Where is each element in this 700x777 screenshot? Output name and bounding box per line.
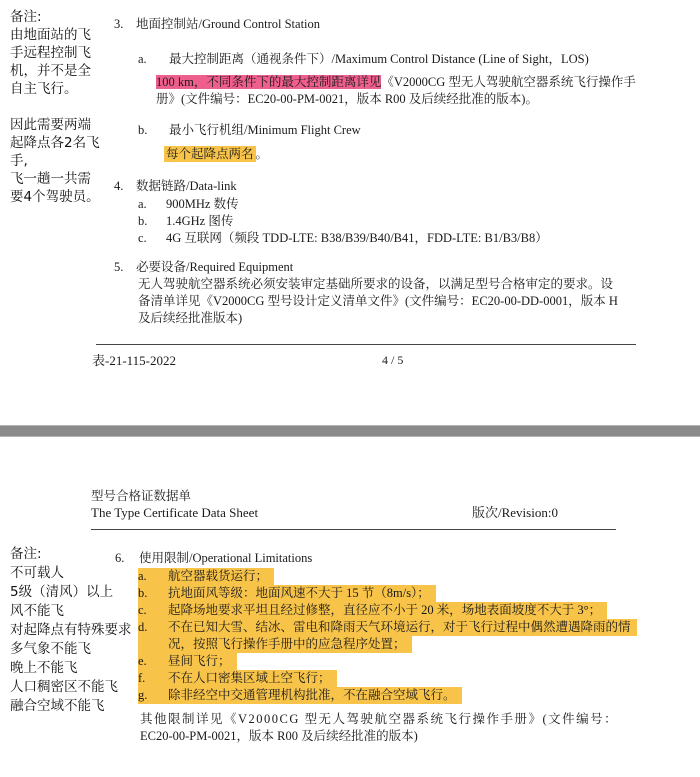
item-3b-heading bbox=[138, 122, 361, 139]
note-line: 要4个驾驶员。 bbox=[10, 189, 100, 205]
datalink-item bbox=[138, 213, 233, 230]
item-text: 起降场地要求平坦且经过修整，直径应不小于 20 米，场地表面坡度不大于 3°； bbox=[168, 603, 602, 617]
item-3b-body bbox=[164, 146, 268, 163]
item-title: 最大控制距离（通视条件下）/Maximum Control Distance (Line of Sight，LOS) bbox=[169, 52, 589, 66]
body-text: 《V2000CG 型无人驾驶航空器系统飞行操作手 bbox=[381, 75, 636, 89]
note-line: 晚上不能飞 bbox=[10, 660, 78, 676]
item-marker: a. bbox=[138, 197, 147, 211]
item-marker: g. bbox=[138, 688, 148, 702]
item-text: 1.4GHz 图传 bbox=[166, 214, 234, 228]
item-marker: a. bbox=[138, 52, 147, 66]
section-number: 3. bbox=[114, 17, 124, 31]
note-line: 备注: bbox=[10, 546, 42, 562]
note-line: 由地面站的飞 bbox=[10, 27, 91, 43]
item-text: 900MHz 数传 bbox=[166, 197, 239, 211]
limitation-item-b bbox=[138, 585, 436, 602]
note-line: 对起降点有特殊要求 bbox=[10, 622, 132, 638]
limitation-item-g bbox=[138, 687, 462, 704]
note-spacer bbox=[10, 98, 110, 116]
page-number: 4 / 5 bbox=[382, 353, 404, 367]
header-title-cn: 型号合格证数据单 bbox=[91, 489, 192, 503]
note-line: 融合空域不能飞 bbox=[10, 698, 105, 714]
section-number: 5. bbox=[114, 260, 124, 274]
other-limitations bbox=[140, 711, 618, 745]
note-line: 手远程控制飞 bbox=[10, 45, 91, 61]
item-title: 最小飞行机组/Minimum Flight Crew bbox=[169, 123, 361, 137]
header-revision: 版次/Revision:0 bbox=[472, 505, 558, 520]
body-line: 无人驾驶航空器系统必须安装审定基础所要求的设备，以满足型号合格审定的要求。设 bbox=[138, 277, 614, 291]
header-title-en: The Type Certificate Data Sheet bbox=[91, 505, 259, 520]
note-line: 人口稠密区不能飞 bbox=[10, 679, 118, 695]
item-3a-heading bbox=[138, 51, 589, 68]
limitation-item-f bbox=[138, 670, 337, 687]
body-line: EC20-00-PM-0021，版本 R00 及后续经批准的版本) bbox=[140, 729, 418, 743]
item-text: 昼间飞行； bbox=[168, 654, 231, 668]
note-line: 机，并不是全 bbox=[10, 63, 91, 79]
limitation-item-e bbox=[138, 653, 237, 670]
item-marker: b. bbox=[138, 586, 148, 600]
limitation-item-d bbox=[138, 619, 637, 636]
section-number: 6. bbox=[115, 551, 125, 565]
item-3a-body-line1 bbox=[156, 74, 636, 91]
section-title: 地面控制站/Ground Control Station bbox=[136, 17, 321, 31]
note-line: 多气象不能飞 bbox=[10, 641, 91, 657]
body-text: 册》(文件编号：EC20-00-PM-0021，版本 R00 及后续经批准的版本)。 bbox=[156, 92, 538, 106]
item-marker: a. bbox=[138, 569, 147, 583]
item-marker: c. bbox=[138, 231, 147, 245]
body-text: 。 bbox=[255, 147, 269, 161]
item-text: 抗地面风等级：地面风速不大于 15 节（8m/s）； bbox=[168, 586, 430, 600]
limitation-item-c bbox=[138, 602, 607, 619]
form-number: 表-21-115-2022 bbox=[92, 353, 177, 368]
note-line: 不可载人 bbox=[10, 565, 64, 581]
limitation-item-a bbox=[138, 568, 274, 585]
section-number: 4. bbox=[114, 179, 124, 193]
section-6-heading bbox=[115, 550, 312, 567]
header-rule bbox=[91, 529, 616, 530]
page-separator bbox=[0, 425, 700, 437]
item-text: 4G 互联网（频段 TDD-LTE: B38/B39/B40/B41，FDD-LTE: B1/B3/B8） bbox=[166, 231, 548, 245]
note-line: 飞一趟一共需 bbox=[10, 171, 91, 187]
item-marker: b. bbox=[138, 214, 148, 228]
datalink-item bbox=[138, 196, 239, 213]
item-text: 除非经空中交通管理机构批准，不在融合空域飞行。 bbox=[168, 688, 456, 702]
note-line: 因此需要两端 bbox=[10, 117, 91, 133]
highlight-max-distance: 100 km，不同条件下的最大控制距离详见 bbox=[156, 75, 382, 89]
side-note-limitations bbox=[10, 545, 140, 716]
item-marker: f. bbox=[138, 671, 146, 685]
item-text: 况，按照飞行操作手册中的应急程序处置； bbox=[168, 637, 406, 651]
item-marker: b. bbox=[138, 123, 148, 137]
item-text: 航空器载货运行； bbox=[168, 569, 269, 583]
item-text: 不在已知大雪、结冰、雷电和降雨天气环境运行，对于飞行过程中偶然遭遇降雨的情 bbox=[168, 620, 631, 634]
note-line: 备注: bbox=[10, 9, 42, 25]
body-line: 备清单详见《V2000CG 型号设计定义清单文件》(文件编号：EC20-00-DD-0001，版本 H bbox=[138, 294, 618, 308]
section-3-heading bbox=[114, 16, 320, 33]
footer-rule bbox=[96, 344, 636, 345]
note-line: 起降点各2名飞 bbox=[10, 135, 100, 151]
note-line: 手, bbox=[10, 153, 28, 169]
datalink-item bbox=[138, 230, 548, 247]
side-note-crew bbox=[10, 8, 110, 206]
body-line: 及后续经批准版本) bbox=[138, 311, 243, 325]
section-5-heading bbox=[114, 259, 293, 276]
note-line: 自主飞行。 bbox=[10, 81, 78, 97]
item-text: 不在人口密集区域上空飞行； bbox=[168, 671, 331, 685]
body-line: 其他限制详见《V2000CG 型无人驾驶航空器系统飞行操作手册》(文件编号： bbox=[140, 712, 619, 726]
section-title: 必要设备/Required Equipment bbox=[136, 260, 294, 274]
item-marker: e. bbox=[138, 654, 147, 668]
note-line: 5级（清风）以上 bbox=[10, 584, 114, 600]
section-5-body bbox=[138, 276, 618, 327]
section-title: 数据链路/Data-link bbox=[136, 179, 237, 193]
limitation-item-d-cont bbox=[138, 636, 412, 653]
section-4-heading bbox=[114, 178, 237, 195]
section-title: 使用限制/Operational Limitations bbox=[139, 551, 313, 565]
item-3a-body-line2 bbox=[156, 91, 538, 108]
highlight-flight-crew: 每个起降点两名 bbox=[166, 147, 254, 161]
item-marker: c. bbox=[138, 603, 147, 617]
note-line: 风不能飞 bbox=[10, 603, 64, 619]
item-marker: d. bbox=[138, 620, 148, 634]
